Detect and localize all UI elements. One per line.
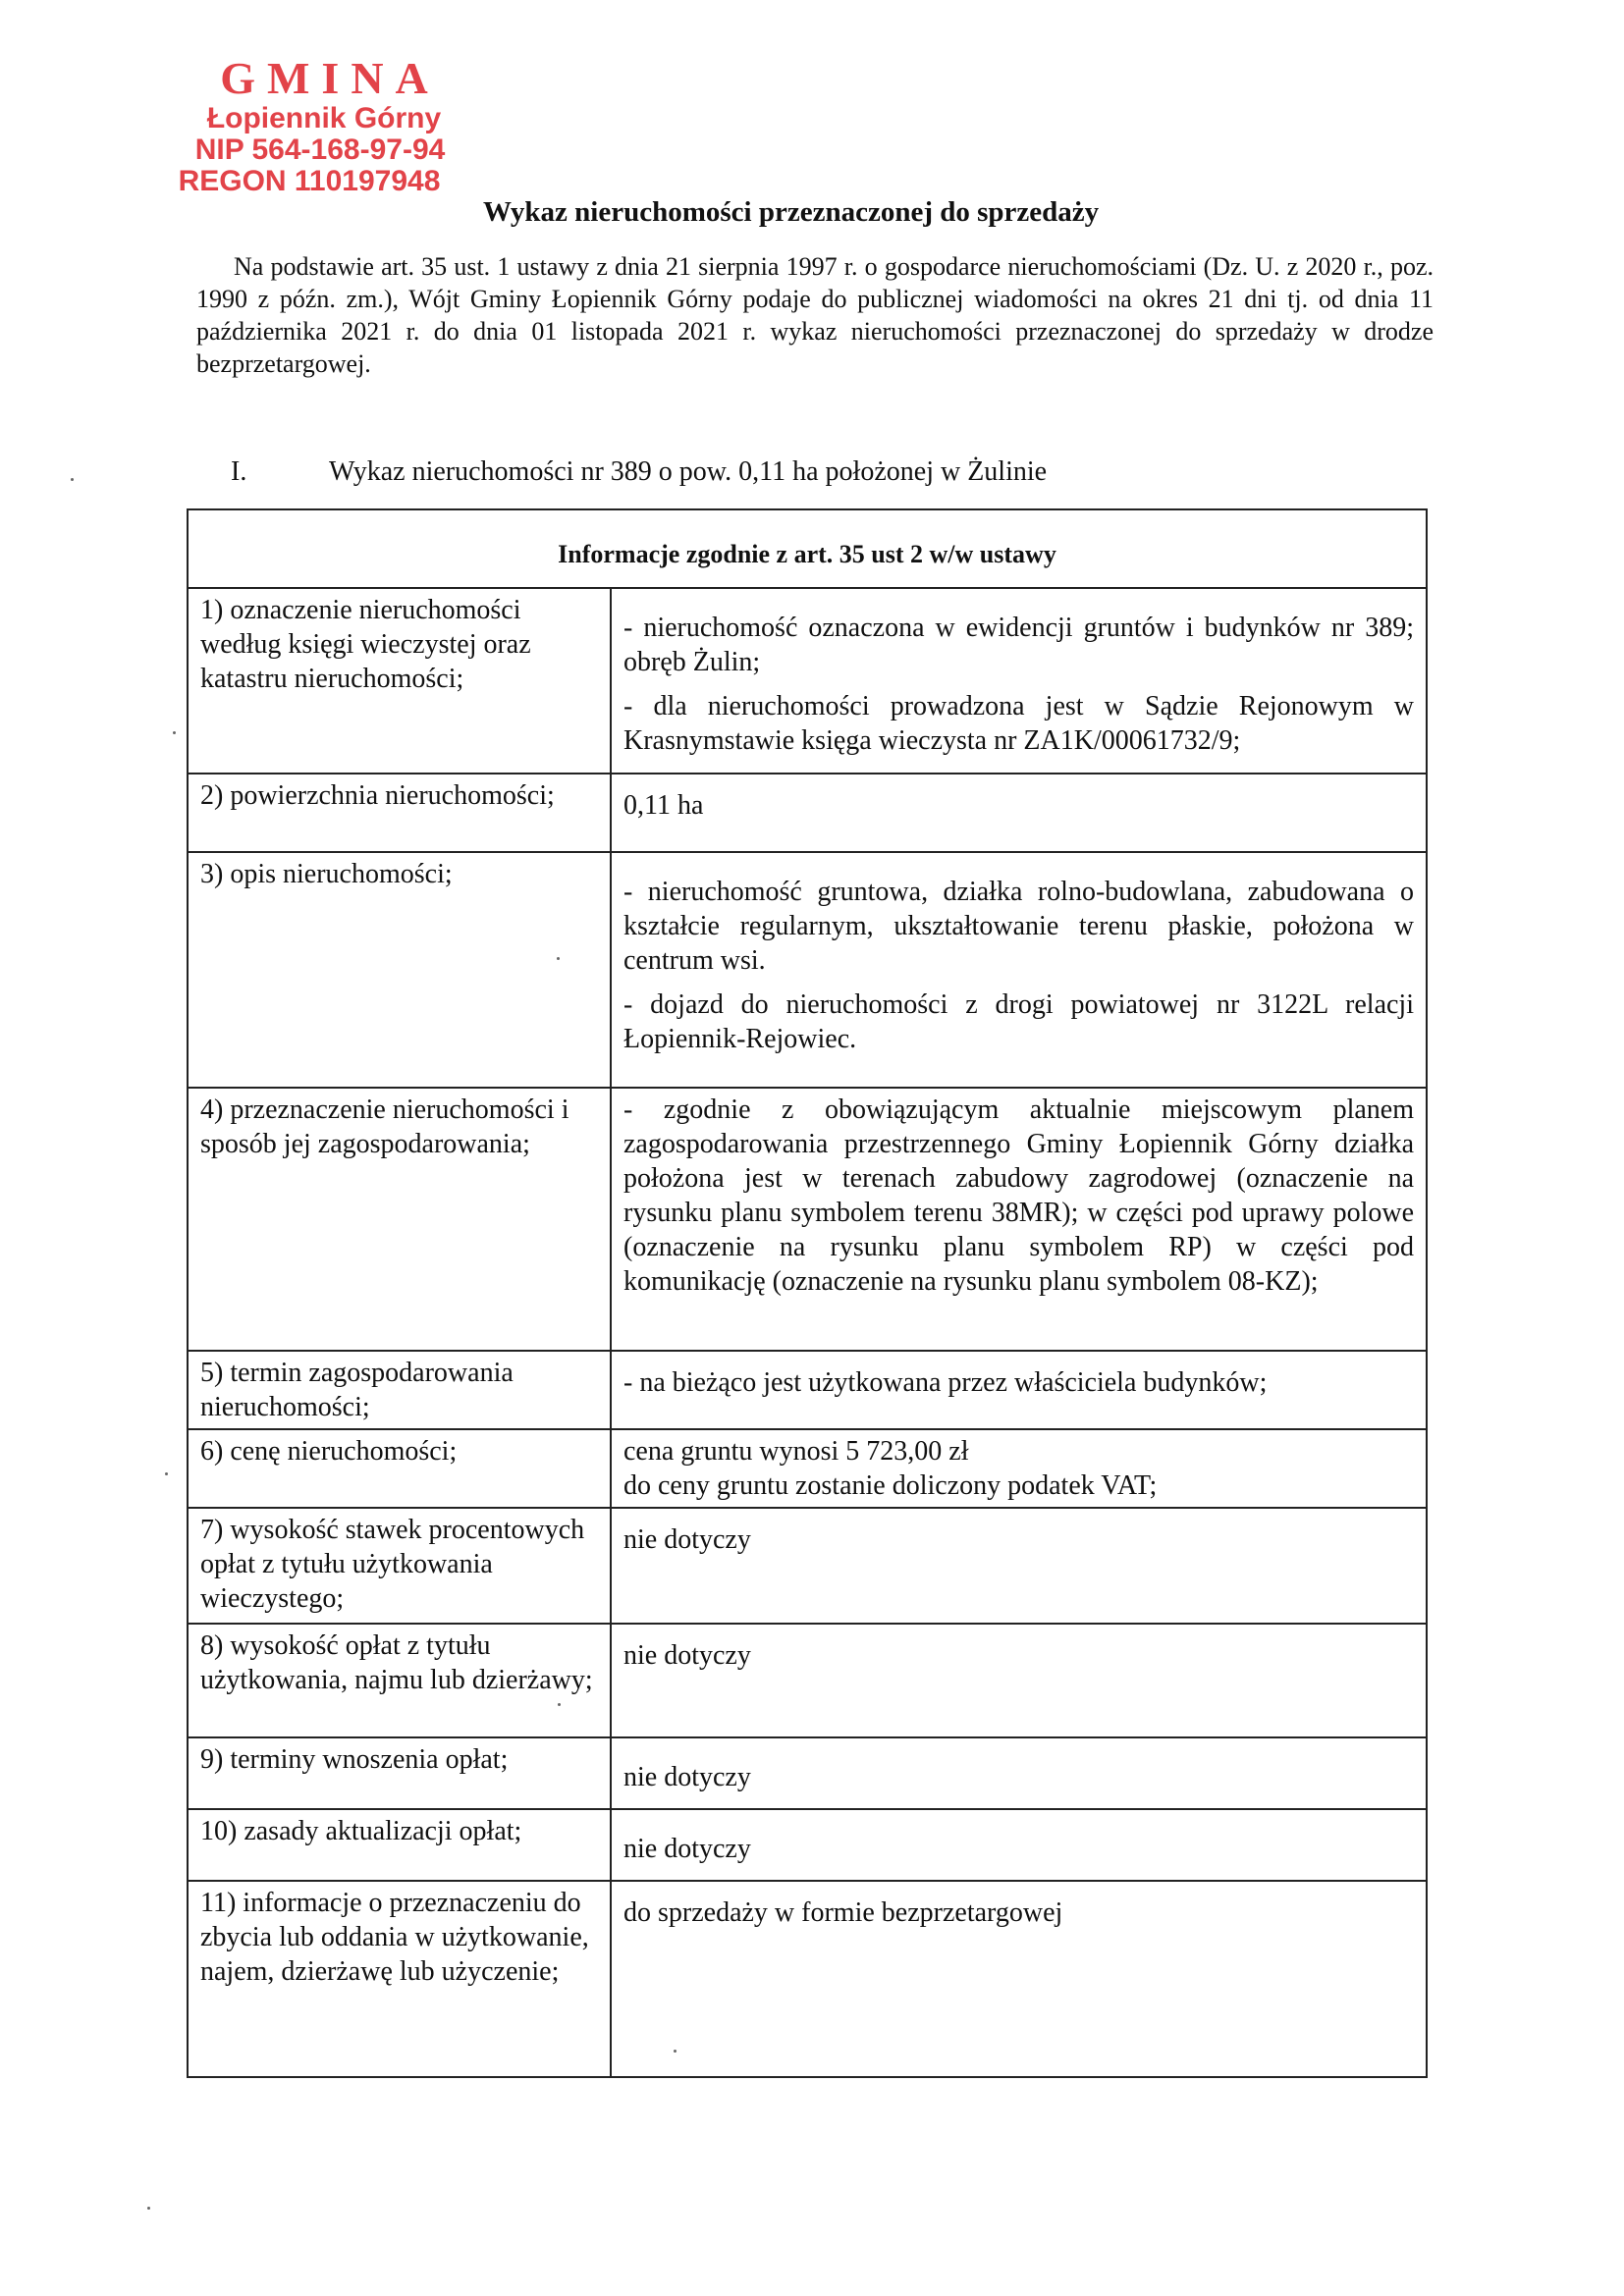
row-value-line: cena gruntu wynosi 5 723,00 zł [623,1436,969,1467]
scan-speck [558,1703,561,1706]
row-label: 8) wysokość opłat z tytułu użytkowania, najmu lub dzierżawy; [188,1624,611,1737]
row-value-line: do ceny gruntu zostanie doliczony podatek VAT; [623,1470,1158,1501]
row-label: 2) powierzchnia nieruchomości; [188,774,611,852]
scan-speck [173,731,176,734]
scan-speck [165,1472,168,1475]
table-row [188,1809,1427,1881]
section-heading [231,456,1047,488]
table-header-row [188,509,1427,588]
table-row [188,1088,1427,1351]
section-number: I. [231,456,247,487]
table-header: Informacje zgodnie z art. 35 ust 2 w/w ustawy [188,509,1427,588]
row-label: 11) informacje o przeznaczeniu do zbycia lub oddania w użytkowanie, najem, dzierżawę lub użyczenie; [188,1881,611,2077]
row-value-line: nie dotyczy [623,1762,751,1792]
table-row [188,1429,1427,1508]
table-row [188,852,1427,1088]
document-title: Wykaz nieruchomości przeznaczonej do sprzedaży [483,196,1100,228]
stamp-line-nip: NIP 564-168-97-94 [194,133,446,167]
intro-paragraph: Na podstawie art. 35 ust. 1 ustawy z dnia 21 sierpnia 1997 r. o gospodarce nieruchomościami (Dz. U. z 2020 r., poz. 1990 z późn. zm.), Wójt Gminy Łopiennik Górny podaje do publicznej wiadomości na okres 21 dni tj. od dnia 11 października 2021 r. do dnia 01 listopada 2021 r. wykaz nieruchomości przeznaczonej do sprzedaży w drodze bezprzetargowej. [196,252,1434,378]
row-value-line: nie dotyczy [623,1834,751,1864]
scan-speck [147,2207,150,2210]
row-value [611,852,1427,1088]
table-row [188,1508,1427,1624]
row-value [611,1624,1427,1737]
row-value-line: - na bieżąco jest użytkowana przez właściciela budynków; [623,1367,1268,1398]
row-value [611,588,1427,774]
row-label: 3) opis nieruchomości; [188,852,611,1088]
row-label: 5) termin zagospodarowania nieruchomości; [188,1351,611,1429]
table-row [188,1881,1427,2077]
row-value [611,1508,1427,1624]
row-value-line: - nieruchomość oznaczona w ewidencji gruntów i budynków nr 389; obręb Żulin; [623,613,1414,677]
row-value-line: 0,11 ha [623,790,704,821]
scan-speck [674,2050,677,2053]
row-value [611,1351,1427,1429]
row-value [611,1088,1427,1351]
row-value-line: nie dotyczy [623,1640,751,1671]
table-row [188,774,1427,852]
stamp-line-gmina: GMINA [220,53,440,103]
section-text: Wykaz nieruchomości nr 389 o pow. 0,11 ha położonej w Żulinie [329,456,1048,487]
row-label: 4) przeznaczenie nieruchomości i sposób jej zagospodarowania; [188,1088,611,1351]
table-row [188,588,1427,774]
scan-speck [71,478,74,481]
row-value [611,774,1427,852]
scan-speck [557,957,560,960]
row-label: 10) zasady aktualizacji opłat; [188,1809,611,1881]
row-label: 6) cenę nieruchomości; [188,1429,611,1508]
row-value-line: nie dotyczy [623,1524,751,1555]
row-value-line: - nieruchomość gruntowa, działka rolno-budowlana, zabudowana o kształcie regularnym, ukształtowanie terenu płaskie, położona w centrum wsi. [623,877,1414,976]
row-value [611,1809,1427,1881]
row-value [611,1881,1427,2077]
property-info-table [187,508,1428,2078]
table-row [188,1624,1427,1737]
table-row [188,1351,1427,1429]
row-label: 9) terminy wnoszenia opłat; [188,1737,611,1809]
stamp-line-regon: REGON 110197948 [178,165,441,198]
municipal-stamp [147,54,501,198]
row-value-line: do sprzedaży w formie bezprzetargowej [623,1897,1063,1928]
stamp-line-name: Łopiennik Górny [206,101,442,134]
row-value-line: - dla nieruchomości prowadzona jest w Sądzie Rejonowym w Krasnymstawie księga wieczysta nr ZA1K/00061732/9; [623,691,1414,756]
row-value-line: - dojazd do nieruchomości z drogi powiatowej nr 3122L relacji Łopiennik-Rejowiec. [623,989,1414,1054]
row-label: 1) oznaczenie nieruchomości według księgi wieczystej oraz katastru nieruchomości; [188,588,611,774]
row-value-line: - zgodnie z obowiązującym aktualnie miejscowym planem zagospodarowania przestrzennego Gminy Łopiennik Górny działka położona jest w terenach zabudowy zagrodowej (oznaczenie na rysunku planu symbolem terenu 38MR); w części pod uprawy polowe (oznaczenie na rysunku planu symbolem RP) w części pod komunikację (oznaczenie na rysunku planu symbolem 08-KZ); [623,1095,1414,1297]
row-value [611,1737,1427,1809]
row-value [611,1429,1427,1508]
row-label: 7) wysokość stawek procentowych opłat z tytułu użytkowania wieczystego; [188,1508,611,1624]
table-row [188,1737,1427,1809]
